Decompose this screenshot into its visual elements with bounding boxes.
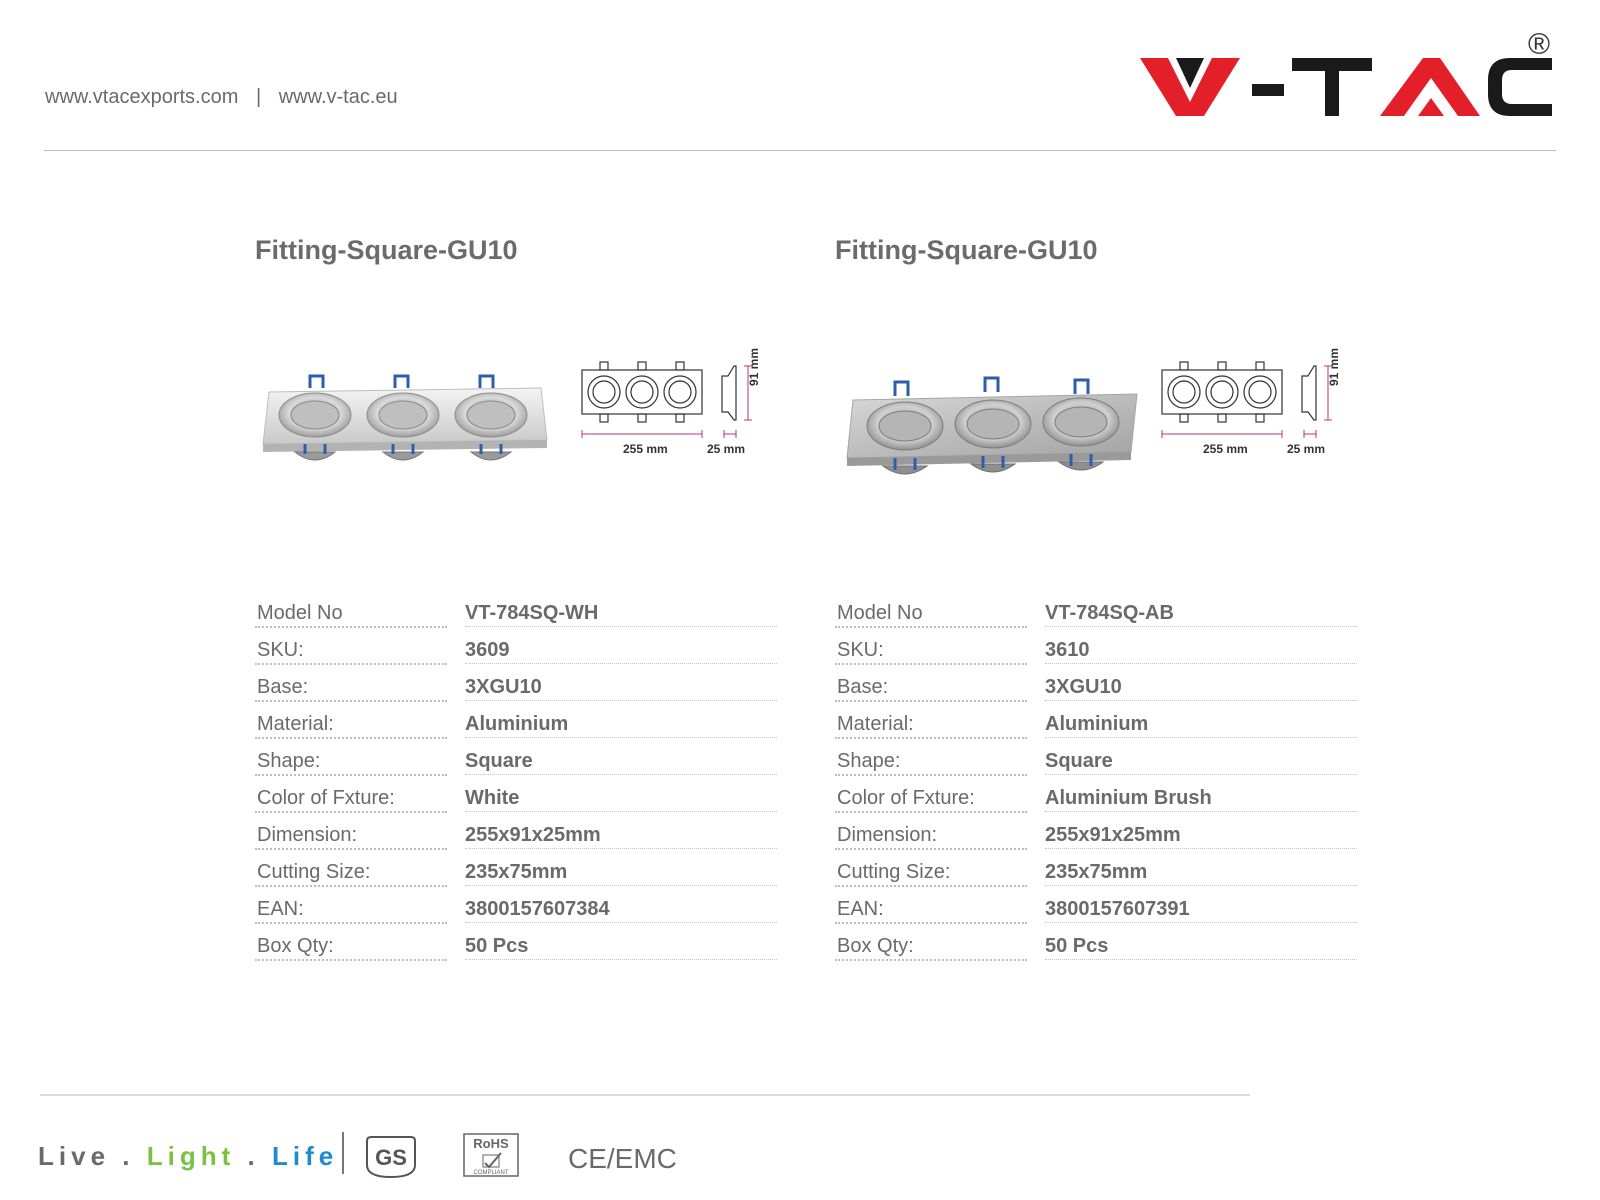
- tagline-life: Life: [271, 1141, 339, 1171]
- spec-row: [835, 928, 1355, 965]
- spec-value: Square: [1045, 748, 1357, 775]
- spec-value: 50 Pcs: [1045, 933, 1357, 960]
- spec-value: Aluminium: [1045, 711, 1357, 738]
- spec-value: 50 Pcs: [465, 933, 777, 960]
- footer-separator: [342, 1132, 344, 1174]
- spec-label: Shape:: [835, 748, 1027, 776]
- dim-width-label: 91 mm: [1327, 347, 1341, 386]
- spec-label: Dimension:: [255, 822, 447, 850]
- svg-text:GS: GS: [375, 1145, 407, 1170]
- spec-row: [255, 595, 775, 632]
- spec-value: Square: [465, 748, 777, 775]
- svg-text:COMPLIANT: COMPLIANT: [473, 1170, 509, 1176]
- spec-label: Dimension:: [835, 822, 1027, 850]
- spec-row: [255, 706, 775, 743]
- spec-value: 3XGU10: [465, 674, 777, 701]
- spec-value: 3800157607384: [465, 896, 777, 923]
- spec-row: [255, 928, 775, 965]
- website-link-exports[interactable]: www.vtacexports.com: [45, 86, 239, 108]
- website-link-eu[interactable]: www.v-tac.eu: [278, 86, 398, 108]
- spec-row: [835, 595, 1355, 632]
- spec-row: [255, 669, 775, 706]
- spec-value: 3XGU10: [1045, 674, 1357, 701]
- spec-value: 255x91x25mm: [465, 822, 777, 849]
- spec-row: [835, 891, 1355, 928]
- gs-certification-icon: [365, 1135, 417, 1179]
- dim-width-label: 91 mm: [747, 347, 761, 386]
- vtac-logo: [1140, 40, 1560, 130]
- dim-length-label: 255 mm: [1203, 442, 1248, 456]
- spec-table: [835, 595, 1355, 965]
- spec-value: 235x75mm: [1045, 859, 1357, 886]
- spec-value: 3610: [1045, 637, 1357, 664]
- svg-text:RoHS: RoHS: [473, 1136, 509, 1151]
- tagline-light: Light: [146, 1141, 236, 1171]
- spec-label: Base:: [255, 674, 447, 702]
- spec-value: 3800157607391: [1045, 896, 1357, 923]
- spec-value: White: [465, 785, 777, 812]
- spec-value: 3609: [465, 637, 777, 664]
- spec-label: Cutting Size:: [255, 859, 447, 887]
- spec-value: 235x75mm: [465, 859, 777, 886]
- spec-row: [835, 632, 1355, 669]
- link-separator: |: [255, 86, 262, 108]
- spec-label: Base:: [835, 674, 1027, 702]
- spec-label: EAN:: [835, 896, 1027, 924]
- product-photo: [835, 340, 1155, 560]
- spec-row: [835, 669, 1355, 706]
- spec-label: Color of Fxture:: [835, 785, 1027, 813]
- spec-label: Color of Fxture:: [255, 785, 447, 813]
- spec-row: [835, 854, 1355, 891]
- spec-table: [255, 595, 775, 965]
- spec-value: VT-784SQ-AB: [1045, 600, 1357, 627]
- tagline: [38, 1141, 338, 1172]
- spec-row: [255, 891, 775, 928]
- spec-label: Model No: [835, 600, 1027, 628]
- spec-row: [835, 743, 1355, 780]
- header-links: [45, 86, 398, 109]
- spec-value: Aluminium: [465, 711, 777, 738]
- dim-length-label: 255 mm: [623, 442, 668, 456]
- spec-label: Model No: [255, 600, 447, 628]
- spec-label: Material:: [835, 711, 1027, 739]
- product-title: Fitting-Square-GU10: [255, 235, 518, 265]
- product-card-brushed: [835, 230, 1355, 957]
- header-divider: [44, 150, 1556, 151]
- spec-label: SKU:: [255, 637, 447, 665]
- spec-label: SKU:: [835, 637, 1027, 665]
- spec-row: [835, 817, 1355, 854]
- registered-mark: ®: [1528, 28, 1551, 61]
- spec-label: Cutting Size:: [835, 859, 1027, 887]
- product-photo: [255, 340, 555, 560]
- product-images: [835, 340, 1355, 560]
- tagline-live: Live: [38, 1141, 111, 1171]
- tagline-dot: .: [122, 1141, 135, 1171]
- spec-label: Box Qty:: [835, 933, 1027, 961]
- rohs-compliant-icon: [463, 1133, 519, 1177]
- spec-label: Shape:: [255, 748, 447, 776]
- spec-row: [255, 854, 775, 891]
- tagline-dot: .: [247, 1141, 260, 1171]
- product-card-white: [255, 230, 775, 957]
- spec-label: Box Qty:: [255, 933, 447, 961]
- spec-value: Aluminium Brush: [1045, 785, 1357, 812]
- spec-row: [255, 780, 775, 817]
- spec-row: [835, 706, 1355, 743]
- product-title: Fitting-Square-GU10: [835, 235, 1098, 265]
- spec-value: VT-784SQ-WH: [465, 600, 777, 627]
- product-images: [255, 340, 775, 560]
- footer-divider: [40, 1094, 1250, 1096]
- dim-depth-label: 25 mm: [1287, 442, 1326, 456]
- spec-row: [835, 780, 1355, 817]
- spec-value: 255x91x25mm: [1045, 822, 1357, 849]
- dim-depth-label: 25 mm: [707, 442, 746, 456]
- spec-label: Material:: [255, 711, 447, 739]
- ce-emc-mark: CE/EMC: [568, 1143, 677, 1174]
- spec-label: EAN:: [255, 896, 447, 924]
- spec-row: [255, 817, 775, 854]
- spec-row: [255, 743, 775, 780]
- spec-row: [255, 632, 775, 669]
